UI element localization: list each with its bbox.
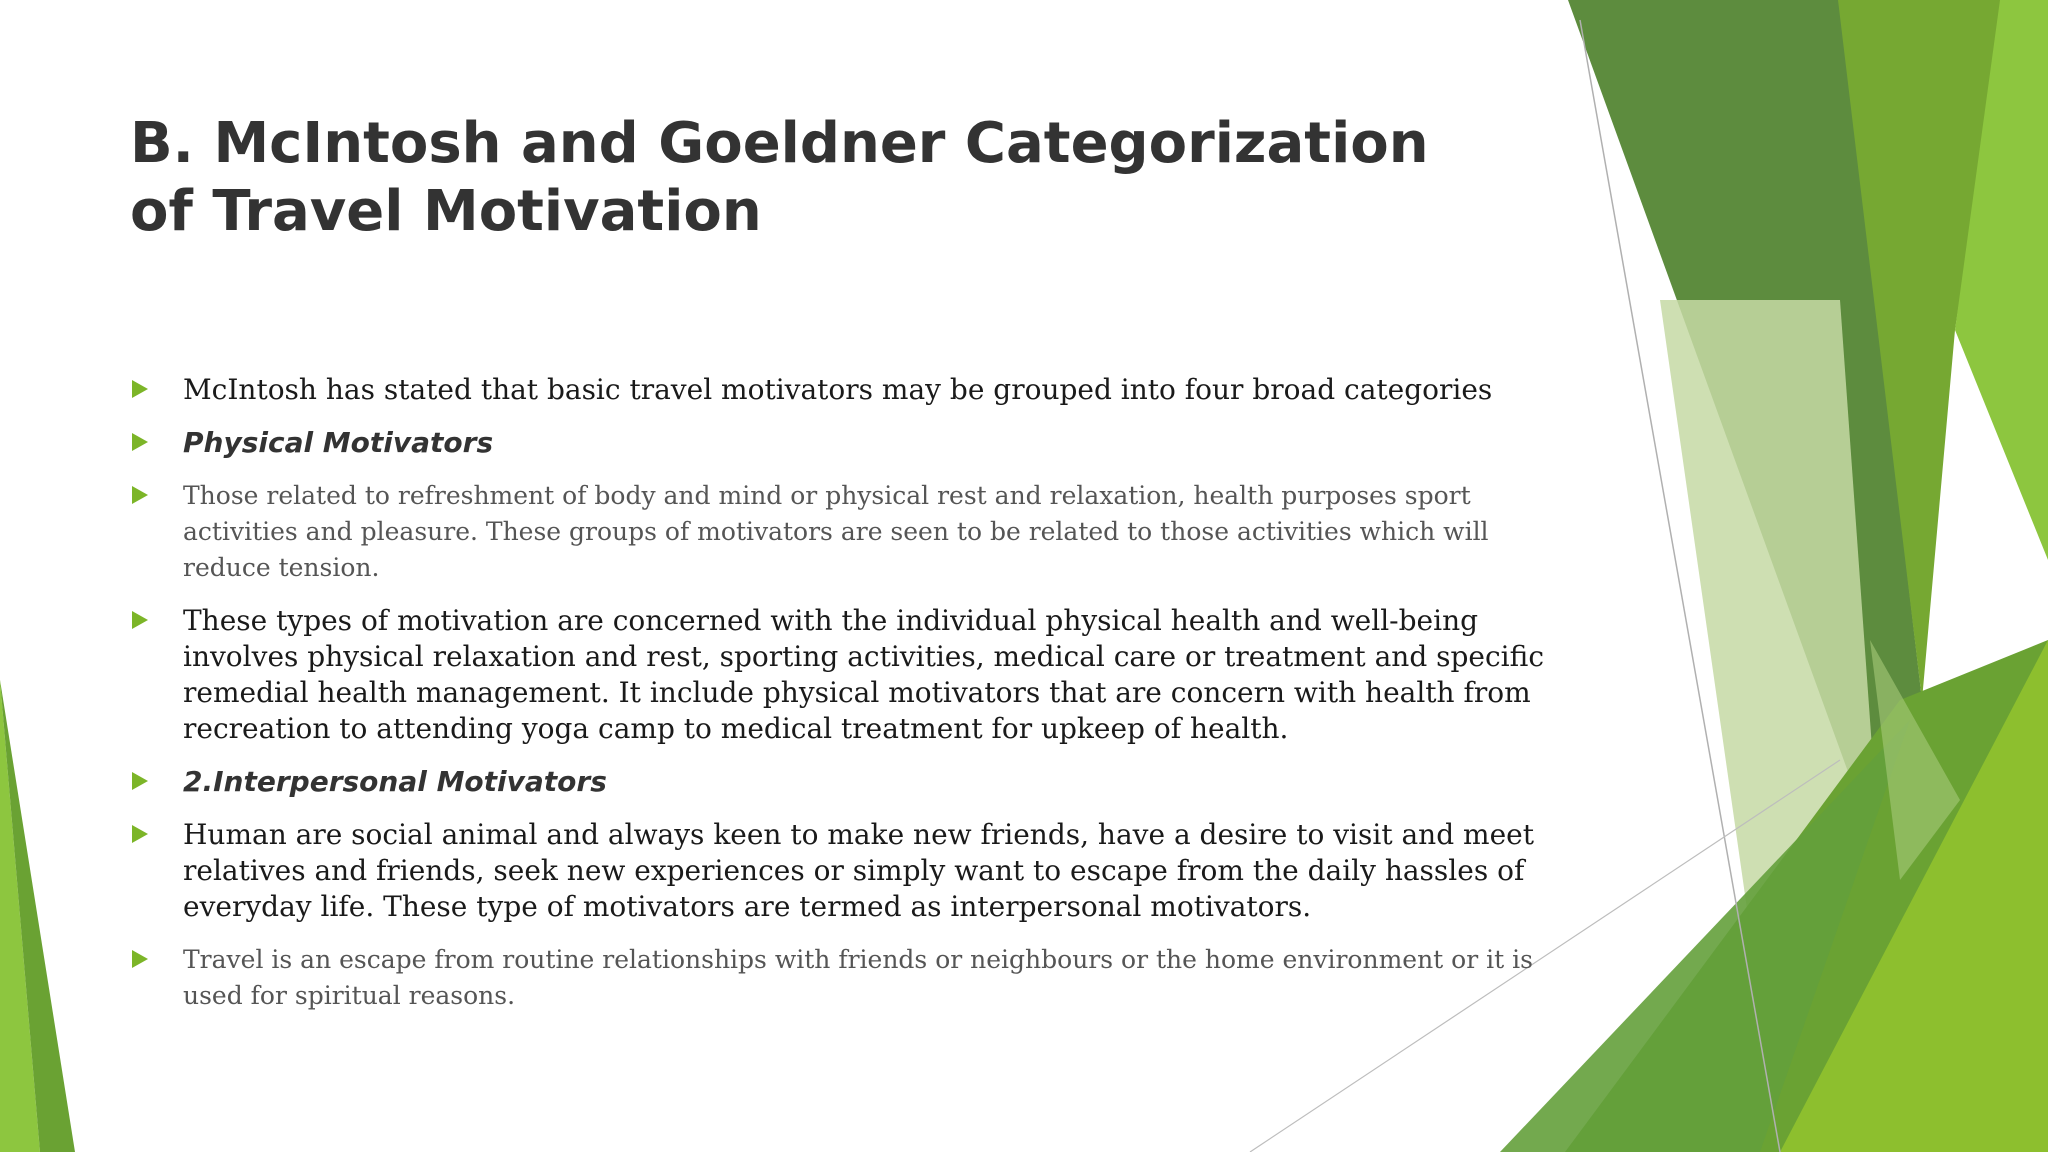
bullet-text: McIntosh has stated that basic travel motivators may be grouped into four broad categories [183, 373, 1493, 406]
bullet-list [130, 372, 1550, 1031]
bullet-arrow-icon [132, 772, 148, 790]
bullet-arrow-icon [132, 380, 148, 398]
bullet-item [130, 764, 1550, 800]
bullet-item [130, 942, 1550, 1014]
bullet-arrow-icon [132, 825, 148, 843]
bullet-item [130, 425, 1550, 461]
bullet-heading: 2.Interpersonal Motivators [183, 765, 607, 798]
bullet-arrow-icon [132, 611, 148, 629]
bullet-text: Those related to refreshment of body and mind or physical rest and relaxation, health purposes sport activities and pleasure. These groups of motivators are seen to be related to those activities which will reduce tension. [183, 481, 1489, 582]
bullet-arrow-icon [132, 950, 148, 968]
bullet-arrow-icon [132, 486, 148, 504]
bullet-item [130, 372, 1550, 408]
bullet-text: Travel is an escape from routine relationships with friends or neighbours or the home environment or it is used for spiritual reasons. [183, 945, 1533, 1010]
bullet-text: These types of motivation are concerned with the individual physical health and well-being involves physical relaxation and rest, sporting activities, medical care or treatment and specific remedial health management. It include physical motivators that are concern with health from recreation to attending yoga camp to medical treatment for upkeep of health. [183, 604, 1544, 745]
bullet-item [130, 603, 1550, 747]
bullet-text: Human are social animal and always keen to make new friends, have a desire to visit and meet relatives and friends, seek new experiences or simply want to escape from the daily hassles of everyday life. These type of motivators are termed as interpersonal motivators. [183, 818, 1534, 923]
slide-title: B. McIntosh and Goeldner Categorization of Travel Motivation [130, 111, 1429, 244]
bullet-arrow-icon [132, 433, 148, 451]
bullet-item [130, 817, 1550, 925]
bullet-heading: Physical Motivators [183, 426, 494, 459]
bullet-item [130, 478, 1550, 586]
